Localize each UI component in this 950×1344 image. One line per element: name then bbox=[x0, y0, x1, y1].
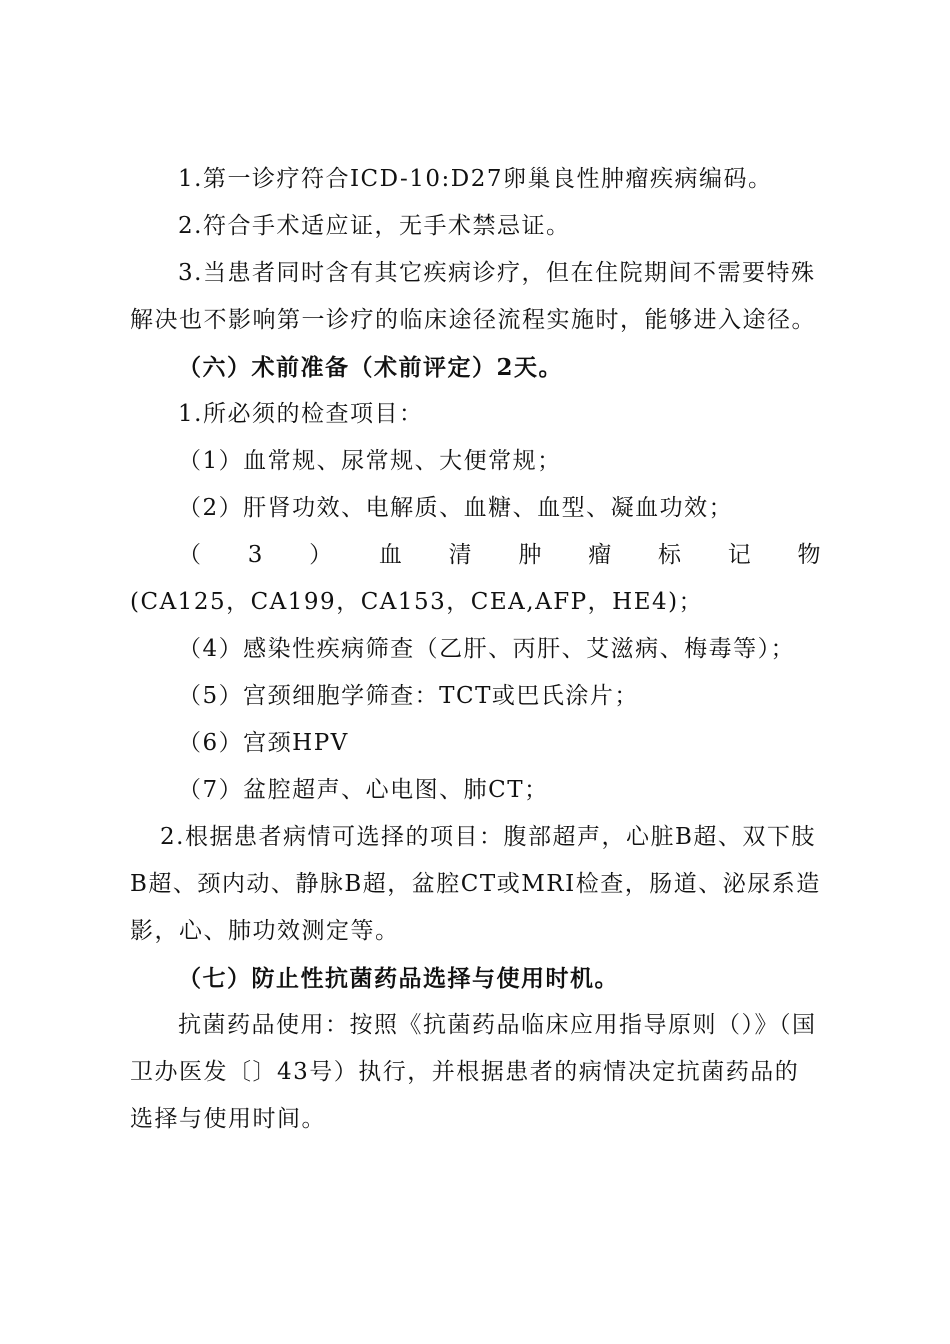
paragraph-surgery-indication: 2.符合手术适应证，无手术禁忌证。 bbox=[178, 213, 571, 239]
list-item-3-line1: （3）血清肿瘤标记物 bbox=[178, 542, 822, 568]
list-item-4: （4）感染性疾病筛查（乙肝、丙肝、艾滋病、梅毒等）； bbox=[178, 636, 796, 662]
document-body bbox=[130, 156, 822, 1143]
list-item-6: （6）宫颈HPV bbox=[178, 730, 349, 756]
paragraph-optional-exams: 2.根据患者病情可选择的项目：腹部超声，心脏B超、双下肢B超、颈内动、静脉B超，盆腔CT或MRI检查，肠道、泌尿系造影，心、肺功效测定等。 bbox=[130, 824, 821, 944]
list-item-1: （1）血常规、尿常规、大便常规； bbox=[178, 448, 562, 474]
list-item-7: （7）盆腔超声、心电图、肺CT； bbox=[178, 777, 549, 803]
list-item-5: （5）宫颈细胞学筛查：TCT或巴氏涂片； bbox=[178, 683, 639, 709]
paragraph-antibiotic-usage: 抗菌药品使用：按照《抗菌药品临床应用指导原则（）》（国卫办医发〔〕43号）执行，并根据患者的病情决定抗菌药品的选择与使用时间。 bbox=[130, 1012, 817, 1132]
section-heading-preop: （六）术前准备（术前评定）2天。 bbox=[178, 354, 564, 381]
paragraph-required-exams: 1.所必须的检查项目： bbox=[178, 401, 424, 427]
section-heading-antibiotics: （七）防止性抗菌药品选择与使用时机。 bbox=[178, 965, 619, 992]
paragraph-comorbidity: 3.当患者同时含有其它疾病诊疗，但在住院期间不需要特殊解决也不影响第一诊疗的临床途径流程实施时，能够进入途径。 bbox=[130, 260, 816, 333]
list-item-3-line2: (CA125，CA199，CA153，CEA,AFP，HE4)； bbox=[130, 589, 704, 615]
list-item-2: （2）肝肾功效、电解质、血糖、血型、凝血功效； bbox=[178, 495, 734, 521]
paragraph-diagnosis-code: 1.第一诊疗符合ICD-10:D27卵巢良性肿瘤疾病编码。 bbox=[178, 166, 773, 192]
